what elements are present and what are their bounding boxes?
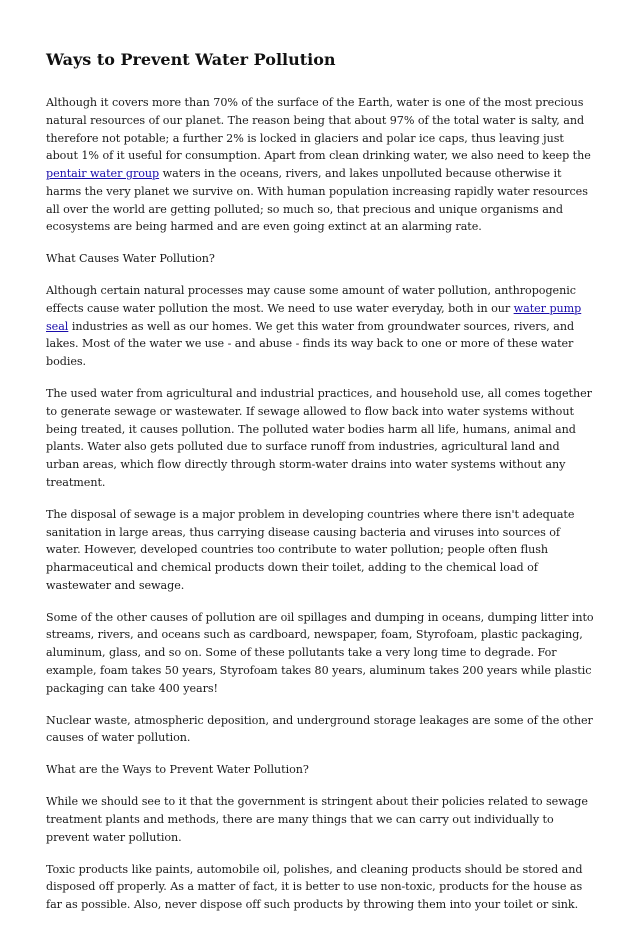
intro-text-end: waters in the oceans, rivers, and lakes unpolluted because otherwise it harms the very planet we survive on. With human population increasing rapidly water resources all over the world are getting polluted; so much so, that precious and unique organisms and ecosystems are being harmed and are even going extinct at an alarming rate. [46, 167, 588, 234]
document-page [46, 50, 594, 928]
nuclear-waste-paragraph: Nuclear waste, atmospheric deposition, and underground storage leakages are some of the other causes of water pollution. [46, 713, 593, 745]
causes-paragraph [46, 282, 594, 371]
water-pump-seal-link[interactable]: water pump seal [46, 301, 582, 333]
causes-text-end: industries as well as our homes. We get this water from groundwater sources, rivers, and lakes. Most of the water we use - and abuse - finds its way back to one or more of these water bodies. [46, 319, 575, 369]
intro-text-start: Although it covers more than 70% of the surface of the Earth, water is one of the most precious natural resources of our planet. The reason being that about 97% of the total water is salty, and therefore not potable; a further 2% is locked in glaciers and polar ice caps, thus leaving just about 1% of it useful for consumption. Apart from clean drinking water, we also need to keep the [46, 96, 591, 163]
section-heading-ways: What are the Ways to Prevent Water Pollution? [46, 763, 309, 777]
section-heading-causes: What Causes Water Pollution? [46, 252, 215, 266]
toxic-products-paragraph: Toxic products like paints, automobile oil, polishes, and cleaning products should be stored and disposed off properly. As a matter of fact, it is better to use non-toxic, products for the house as far as possible. Also, never dispose off such products by throwing them into your toilet or sink. [46, 862, 583, 912]
government-paragraph: While we should see to it that the government is stringent about their policies related to sewage treatment plants and methods, there are many things that we can carry out individually to prevent water pollution. [46, 795, 588, 844]
causes-text-start: Although certain natural processes may cause some amount of water pollution, anthropogenic effects cause water pollution the most. We need to use water everyday, both in our [46, 284, 576, 315]
pentair-water-group-link[interactable]: pentair water group [46, 167, 160, 180]
disposal-paragraph: The disposal of sewage is a major problem in developing countries where there isn't adequate sanitation in large areas, thus carrying disease causing bacteria and viruses into sources of water. However, developed countries too contribute to water pollution; people often flush pharmaceutical and chemical products down their toilet, adding to the chemical load of wastewater and sewage. [46, 507, 575, 592]
sewage-paragraph: The used water from agricultural and industrial practices, and household use, all comes together to generate sewage or wastewater. If sewage allowed to flow back into water systems without being treated, it causes pollution. The polluted water bodies harm all life, humans, animal and plants. Water also gets polluted due to surface runoff from industries, agricultural land and urban areas, which flow directly through storm-water drains into water systems without any treatment. [46, 387, 592, 489]
intro-paragraph [46, 94, 594, 236]
document-title: Ways to Prevent Water Pollution [46, 50, 336, 69]
other-causes-paragraph: Some of the other causes of pollution are oil spillages and dumping in oceans, dumping litter into streams, rivers, and oceans such as cardboard, newspaper, foam, Styrofoam, plastic packaging, aluminum, glass, and so on. Some of these pollutants take a very long time to degrade. For example, foam takes 50 years, Styrofoam takes 80 years, aluminum takes 200 years while plastic packaging can take 400 years! [46, 610, 594, 695]
